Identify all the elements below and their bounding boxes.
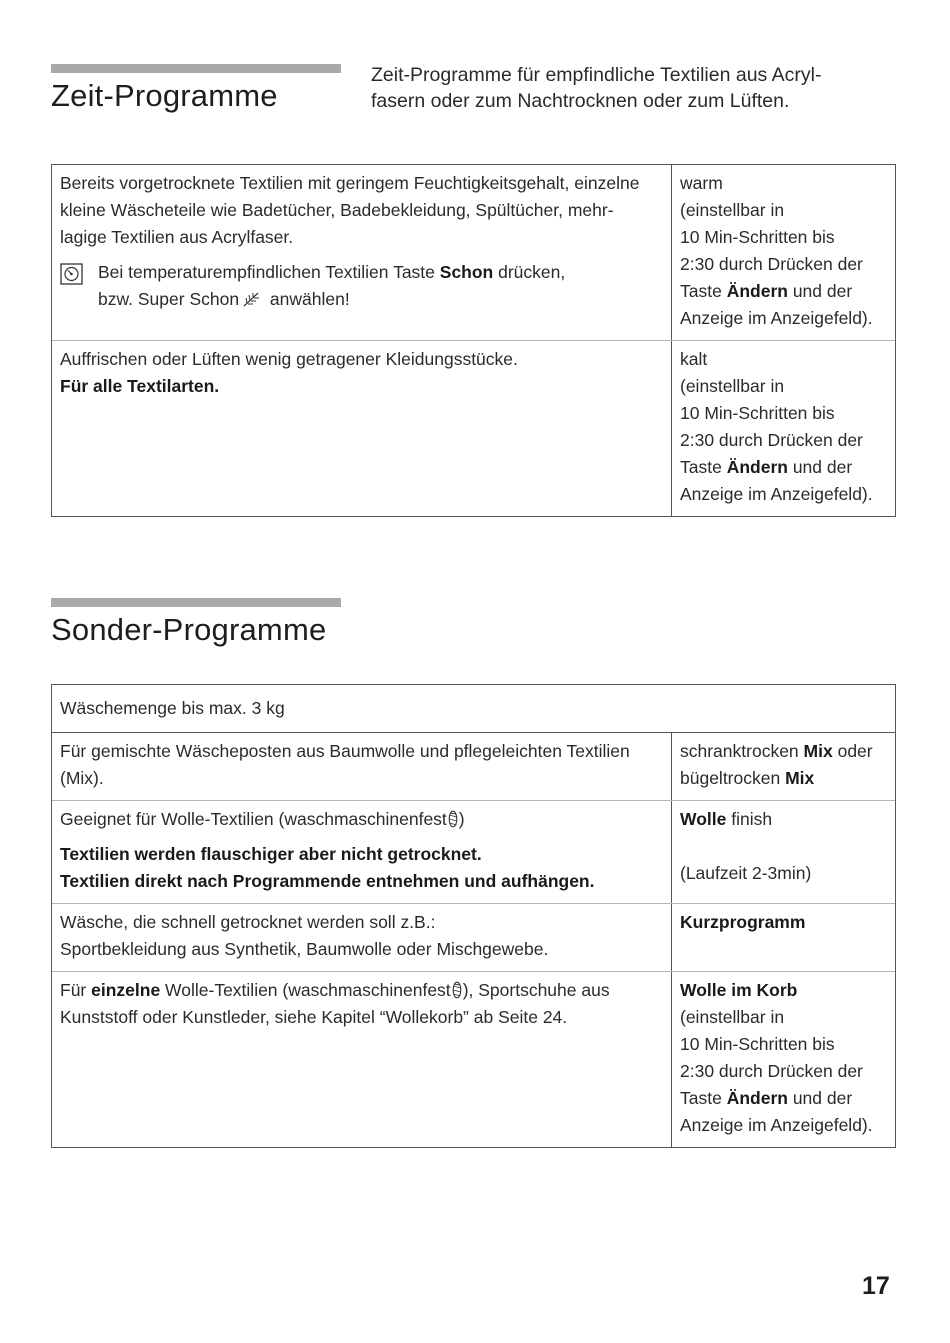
text: ) [458,809,465,829]
note-line [98,259,665,286]
description-cell [52,972,672,1147]
text-line: kleine Wäscheteile wie Badetücher, Badebekleidung, Spültücher, mehr- [60,200,614,220]
text: Geeignet für Wolle-Textilien (waschmaschinenfest [60,809,447,829]
text: Für [60,980,92,1000]
program-cell [672,801,895,903]
program-cell [672,904,895,971]
dial-note-icon [60,263,86,285]
text-line: Kunststoff oder Kunstleder, siehe Kapitel “Wollekorb” ab Seite 24. [60,1007,568,1027]
intro-line: Zeit-Programme für empfindliche Textilien aus Acryl- [371,64,822,86]
program-name: Wolle im Korb [680,980,798,1000]
text: und der [787,457,853,477]
text: und der [787,1088,853,1108]
program-name: Wolle [680,809,727,829]
feather-icon [242,291,262,307]
text-line [680,454,889,481]
text-line [680,765,889,792]
text-line [680,806,889,833]
table-header-row [52,685,895,732]
note-text: Bei temperaturempfindlichen Textilien Taste [98,262,440,282]
note-line [98,286,665,313]
sonder-programme-table [51,684,896,1148]
section-intro-zeit [371,62,911,114]
text: oder [832,741,873,761]
text: Taste [680,281,727,301]
text-line: Anzeige im Anzeigefeld). [680,484,873,504]
text-line [680,738,889,765]
text-line: Bereits vorgetrocknete Textilien mit geringem Feuchtigkeitsgehalt, einzelne [60,173,640,193]
text-line: (einstellbar in [680,1007,785,1027]
description-cell [52,733,672,800]
text: Taste [680,1088,727,1108]
text-line [680,1085,889,1112]
table-row-wolle-finish [52,800,895,903]
text: Wolle-Textilien (waschmaschinenfest [160,980,451,1000]
text-line: Anzeige im Anzeigefeld). [680,1115,873,1135]
program-name: Mix [803,741,833,761]
program-cell [672,341,895,516]
description-cell [52,801,672,903]
text-line: (einstellbar in [680,200,785,220]
intro-line: fasern oder zum Nachtrocknen oder zum Lüften. [371,90,790,112]
text-line: Sportbekleidung aus Synthetik, Baumwolle oder Mischgewebe. [60,939,549,959]
program-name: kalt [680,349,708,369]
text: schranktrocken [680,741,804,761]
text-line [680,278,889,305]
text-line: 2:30 durch Drücken der [680,1061,863,1081]
text: Taste [680,457,727,477]
table-row-wolle-im-korb [52,971,895,1147]
note-text: bzw. Super Schon [98,289,240,309]
description-cell [52,165,672,340]
program-cell [672,972,895,1147]
load-header-cell: Wäschemenge bis max. 3 kg [60,698,285,718]
section-title-sonder: Sonder-Programme [51,612,327,647]
page-number: 17 [862,1272,890,1300]
text-bold: einzelne [91,980,161,1000]
note-text: drücken, [493,262,566,282]
text-line [60,977,665,1004]
wool-icon [448,810,458,828]
text-line: (einstellbar in [680,376,785,396]
text-line-bold: Textilien werden flauschiger aber nicht getrocknet. [60,844,482,864]
text: und der [787,281,853,301]
text-line: lagige Textilien aus Acrylfaser. [60,227,294,247]
text-line: Für gemischte Wäscheposten aus Baumwolle und pflegeleichten Textilien [60,741,630,761]
text: bügeltrocken [680,768,786,788]
text-line: Wäsche, die schnell getrocknet werden soll z.B.: [60,912,436,932]
program-cell [672,733,895,800]
table-row-mix [52,732,895,800]
aendern-key-label: Ändern [726,281,788,301]
table-row-kurzprogramm [52,903,895,971]
program-name: Kurzprogramm [680,912,806,932]
note-text: anwählen! [265,289,350,309]
text-line: (Mix). [60,768,104,788]
text-line: 2:30 durch Drücken der [680,254,863,274]
table-row-kalt [52,340,895,516]
section-bar-sonder [51,598,341,607]
text: ), Sportschuhe aus [462,980,610,1000]
table-row-warm [52,165,895,340]
runtime-text: (Laufzeit 2-3min) [680,863,812,883]
text-line: Anzeige im Anzeigefeld). [680,308,873,328]
text-line: Auffrischen oder Lüften wenig getragener Kleidungsstücke. [60,349,518,369]
wool-icon [452,981,462,999]
program-cell [672,165,895,340]
text-line-bold: Für alle Textilarten. [60,376,220,396]
text-line: 10 Min-Schritten bis [680,1034,835,1054]
program-name: warm [680,173,723,193]
schon-key-label: Schon [439,262,494,282]
text-line: 2:30 durch Drücken der [680,430,863,450]
section-title-zeit: Zeit-Programme [51,78,278,113]
zeit-programme-table [51,164,896,517]
aendern-key-label: Ändern [726,457,788,477]
text-line-bold: Textilien direkt nach Programmende entnehmen und aufhängen. [60,871,595,891]
text-line: 10 Min-Schritten bis [680,403,835,423]
description-cell [52,341,672,516]
aendern-key-label: Ändern [726,1088,788,1108]
text-line [60,806,665,833]
text: finish [726,809,773,829]
description-cell [52,904,672,971]
text-line: 10 Min-Schritten bis [680,227,835,247]
section-bar-zeit [51,64,341,73]
program-name: Mix [785,768,815,788]
note-block [60,259,665,313]
